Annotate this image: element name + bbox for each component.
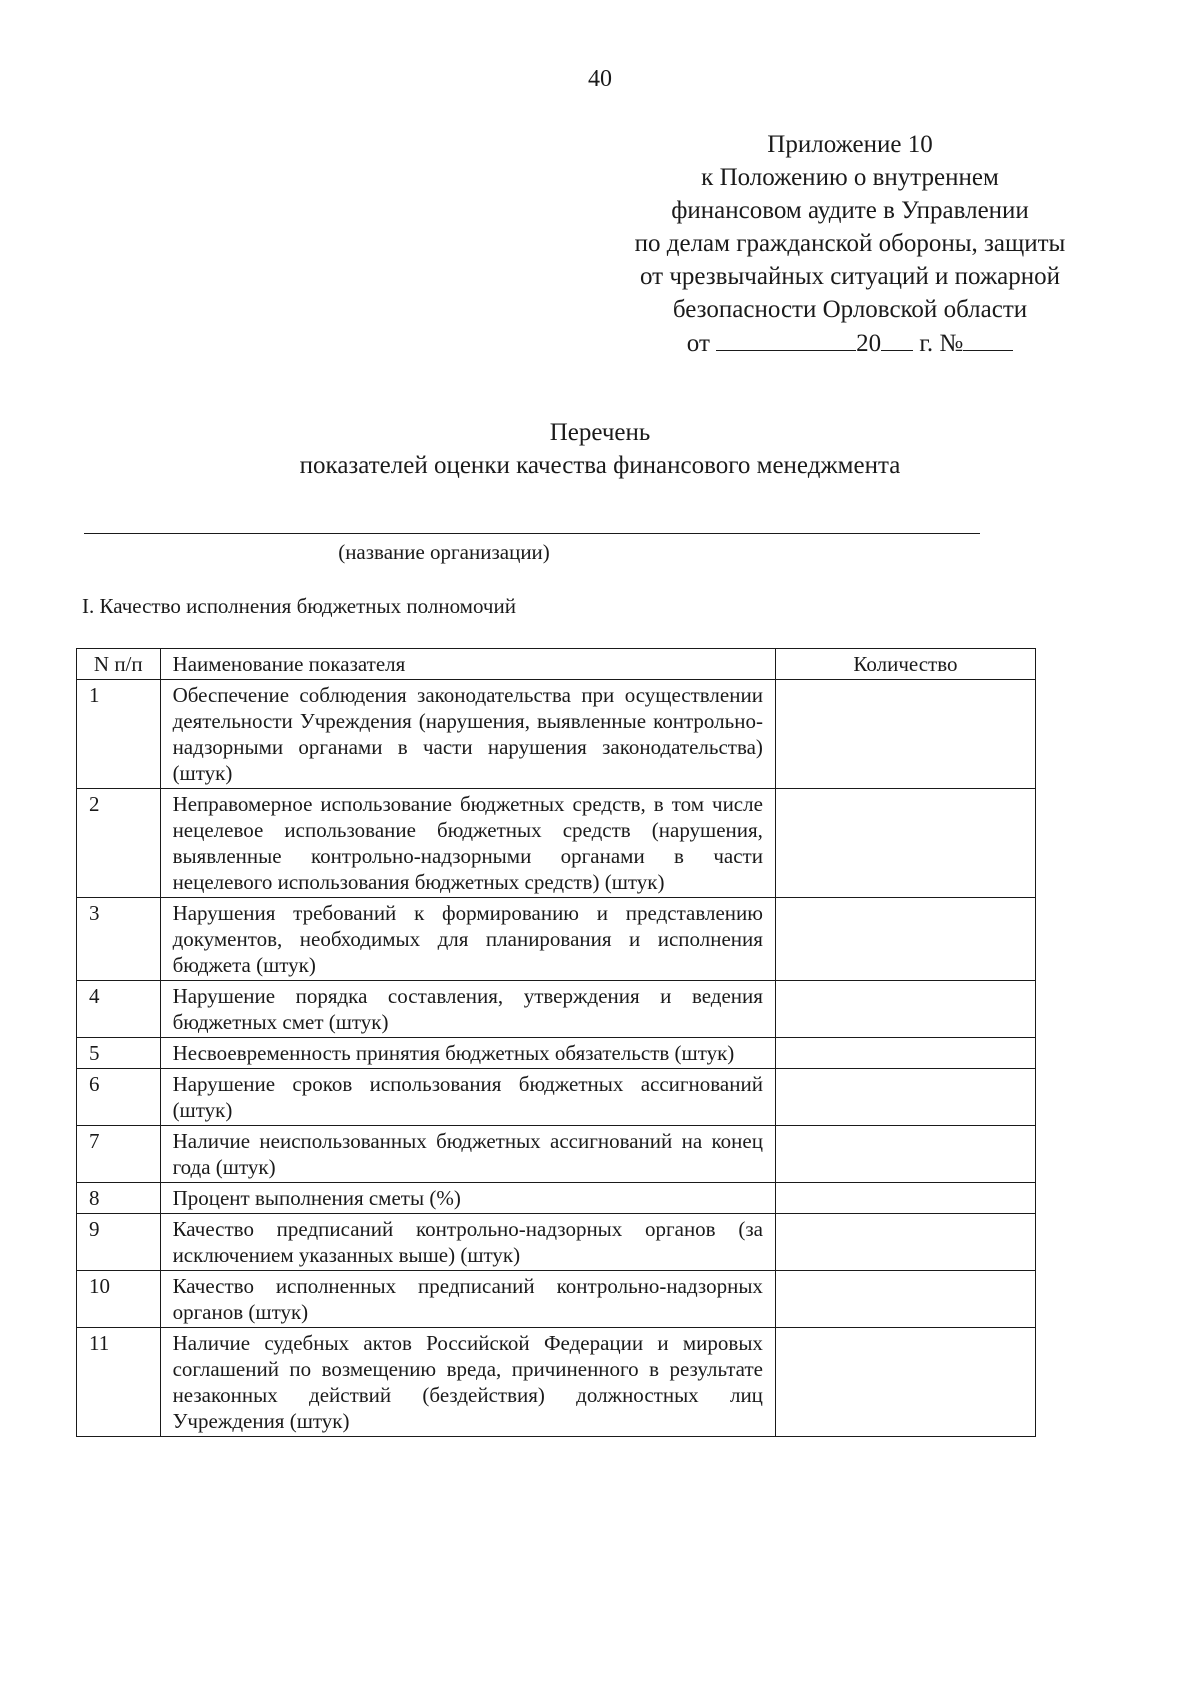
appendix-line: Приложение 10 (767, 131, 933, 158)
row-number: 6 (77, 1069, 161, 1126)
row-quantity-cell[interactable] (775, 1038, 1035, 1069)
appendix-line: к Положению о внутреннем (701, 164, 999, 191)
row-number: 11 (77, 1328, 161, 1437)
row-indicator-name: Процент выполнения сметы (%) (160, 1183, 775, 1214)
row-number: 3 (77, 898, 161, 981)
table-header-row (77, 649, 1036, 680)
title-line-1: Перечень (549, 419, 651, 446)
row-number: 1 (77, 680, 161, 789)
title-line-2: показателей оценки качества финансового менеджмента (299, 452, 901, 479)
row-number: 10 (77, 1271, 161, 1328)
row-quantity-cell[interactable] (775, 1328, 1035, 1437)
table-row (77, 898, 1036, 981)
date-suffix: г. № (919, 330, 964, 357)
row-indicator-name: Нарушение сроков использования бюджетных ассигнований (штук) (160, 1069, 775, 1126)
organization-caption: (название организации) (338, 540, 550, 564)
table-row (77, 1271, 1036, 1328)
table-row (77, 981, 1036, 1038)
row-number: 5 (77, 1038, 161, 1069)
appendix-line: от чрезвычайных ситуаций и пожарной (639, 263, 1060, 290)
appendix-line: безопасности Орловской области (672, 296, 1028, 323)
table-row (77, 1126, 1036, 1183)
appendix-date-line (580, 326, 1120, 360)
row-quantity-cell[interactable] (775, 789, 1035, 898)
date-year: 20 (856, 330, 882, 357)
row-indicator-name: Нарушения требований к формированию и представлению документов, необходимых для планирования и исполнения бюджета (штук) (160, 898, 775, 981)
row-indicator-name: Неправомерное использование бюджетных средств, в том числе нецелевое использование бюджетных средств (нарушения, выявленные контрольно-надзорными органами в части нецелевого использования бюджетных средств) (штук) (160, 789, 775, 898)
table-row (77, 1328, 1036, 1437)
indicators-table (76, 648, 1036, 1437)
header-indicator-name: Наименование показателя (160, 649, 775, 680)
row-quantity-cell[interactable] (775, 1271, 1035, 1328)
row-quantity-cell[interactable] (775, 1069, 1035, 1126)
date-year-blank[interactable] (881, 326, 913, 351)
section-title: I. Качество исполнения бюджетных полномочий (82, 594, 516, 618)
row-number: 2 (77, 789, 161, 898)
table-body (77, 680, 1036, 1437)
row-indicator-name: Качество исполненных предписаний контрольно-надзорных органов (штук) (160, 1271, 775, 1328)
row-number: 9 (77, 1214, 161, 1271)
table-row (77, 1069, 1036, 1126)
row-indicator-name: Наличие неиспользованных бюджетных ассигнований на конец года (штук) (160, 1126, 775, 1183)
appendix-line: по делам гражданской обороны, защиты (634, 230, 1066, 257)
row-quantity-cell[interactable] (775, 1183, 1035, 1214)
row-indicator-name: Нарушение порядка составления, утверждения и ведения бюджетных смет (штук) (160, 981, 775, 1038)
table-row (77, 1214, 1036, 1271)
table-row (77, 1183, 1036, 1214)
row-quantity-cell[interactable] (775, 680, 1035, 789)
row-quantity-cell[interactable] (775, 1126, 1035, 1183)
page-number: 40 (588, 66, 612, 92)
row-indicator-name: Обеспечение соблюдения законодательства при осуществлении деятельности Учреждения (нарушения, выявленные контрольно-надзорными органами в части нарушения законодательства) (штук) (160, 680, 775, 789)
row-indicator-name: Наличие судебных актов Российской Федерации и мировых соглашений по возмещению вреда, причиненного в результате незаконных действий (бездействия) должностных лиц Учреждения (штук) (160, 1328, 775, 1437)
row-indicator-name: Качество предписаний контрольно-надзорных органов (за исключением указанных выше) (штук) (160, 1214, 775, 1271)
row-quantity-cell[interactable] (775, 981, 1035, 1038)
row-number: 8 (77, 1183, 161, 1214)
date-day-month-blank[interactable] (716, 326, 856, 351)
row-indicator-name: Несвоевременность принятия бюджетных обязательств (штук) (160, 1038, 775, 1069)
row-quantity-cell[interactable] (775, 1214, 1035, 1271)
table-row (77, 1038, 1036, 1069)
header-number: N п/п (77, 649, 161, 680)
table-row (77, 789, 1036, 898)
header-quantity: Количество (775, 649, 1035, 680)
row-number: 4 (77, 981, 161, 1038)
table-row (77, 680, 1036, 789)
document-number-blank[interactable] (963, 326, 1013, 351)
document-title (0, 416, 1200, 482)
appendix-header (580, 128, 1120, 360)
row-quantity-cell[interactable] (775, 898, 1035, 981)
organization-name-line[interactable] (84, 533, 980, 534)
date-prefix: от (686, 330, 710, 357)
appendix-line: финансовом аудите в Управлении (671, 197, 1029, 224)
row-number: 7 (77, 1126, 161, 1183)
